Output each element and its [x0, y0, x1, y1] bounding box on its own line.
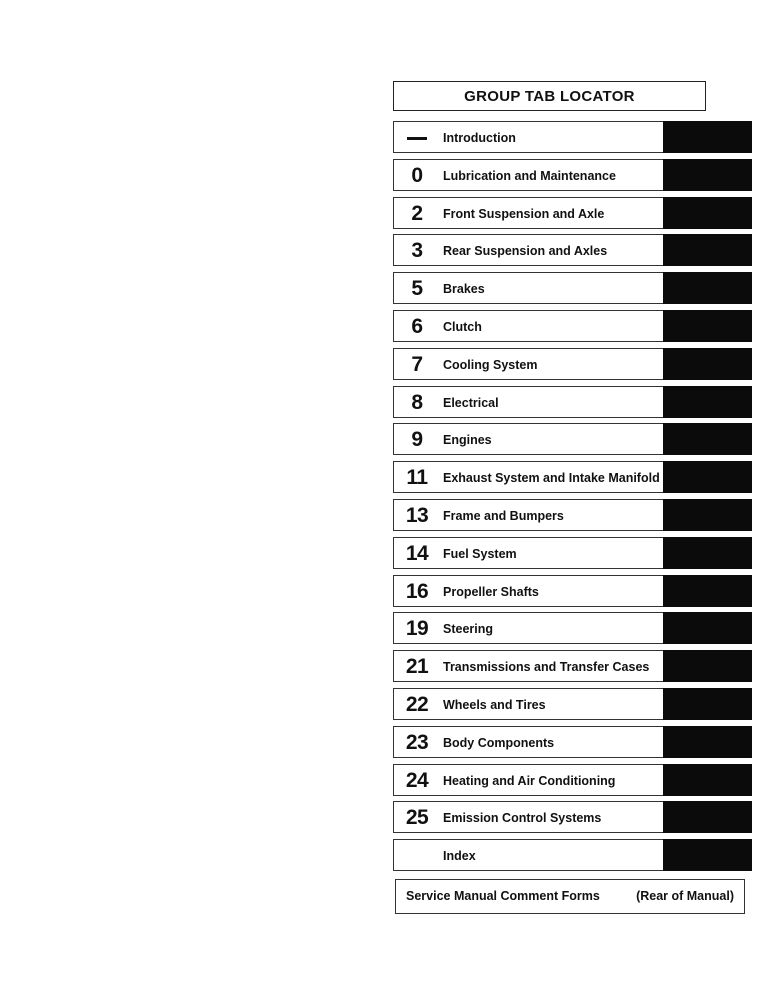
tab-marker: [663, 650, 752, 682]
tab-box: [393, 234, 663, 266]
comment-forms-label: Service Manual Comment Forms: [406, 889, 600, 903]
tab-number: 5: [411, 277, 423, 301]
tab-box: [393, 499, 663, 531]
tab-number: 16: [405, 579, 429, 603]
comment-forms-location: (Rear of Manual): [636, 889, 734, 903]
tab-box: [393, 159, 663, 191]
tab-marker: [663, 234, 752, 266]
tab-label: Fuel System: [443, 546, 517, 561]
tab-number: 25: [405, 806, 429, 830]
tab-row-brakes[interactable]: [393, 272, 752, 304]
comment-forms-box[interactable]: [395, 879, 745, 914]
tab-row-transmissions[interactable]: [393, 650, 752, 682]
tab-number: 19: [405, 617, 429, 641]
tab-row-introduction[interactable]: [393, 121, 752, 153]
tab-number: 0: [411, 163, 423, 187]
tab-label: Frame and Bumpers: [443, 508, 564, 523]
tab-row-rear-suspension[interactable]: [393, 234, 752, 266]
tab-label: Brakes: [443, 282, 485, 297]
tab-label: Exhaust System and Intake Manifold: [443, 471, 660, 486]
tab-box: [393, 386, 663, 418]
tab-label: Index: [443, 849, 476, 864]
tab-label: Lubrication and Maintenance: [443, 168, 616, 183]
tab-row-electrical[interactable]: [393, 386, 752, 418]
tab-number: 11: [406, 466, 428, 490]
tab-box: [393, 272, 663, 304]
tab-box: [393, 575, 663, 607]
tab-row-fuel[interactable]: [393, 537, 752, 569]
tab-label: Transmissions and Transfer Cases: [443, 660, 650, 675]
tab-label: Body Components: [443, 735, 555, 750]
tab-label: Emission Control Systems: [443, 811, 602, 826]
tab-row-cooling[interactable]: [393, 348, 752, 380]
tab-label: Steering: [443, 622, 494, 637]
tab-box: [393, 121, 663, 153]
tab-box: [393, 612, 663, 644]
tab-marker: [663, 272, 752, 304]
tab-row-exhaust[interactable]: [393, 461, 752, 493]
tab-marker: [663, 612, 752, 644]
tab-label: Heating and Air Conditioning: [443, 773, 616, 788]
tab-row-heating[interactable]: [393, 764, 752, 796]
tab-number: 9: [411, 428, 423, 452]
tab-number: 8: [411, 390, 423, 414]
tab-number: 14: [405, 541, 429, 565]
tab-marker: [663, 839, 752, 871]
tab-label: Wheels and Tires: [443, 697, 546, 712]
page-title: GROUP TAB LOCATOR: [393, 81, 706, 111]
tab-number: 3: [411, 239, 423, 263]
tab-marker: [663, 310, 752, 342]
tab-row-engines[interactable]: [393, 423, 752, 455]
tab-marker: [663, 423, 752, 455]
tab-box: [393, 348, 663, 380]
tab-list: [393, 121, 752, 877]
tab-marker: [663, 159, 752, 191]
tab-box: [393, 764, 663, 796]
tab-row-front-suspension[interactable]: [393, 197, 752, 229]
tab-label: Propeller Shafts: [443, 584, 539, 599]
tab-marker: [663, 461, 752, 493]
tab-label: Electrical: [443, 395, 499, 410]
tab-row-index[interactable]: [393, 839, 752, 871]
tab-marker: [663, 197, 752, 229]
tab-number: 23: [405, 730, 429, 754]
tab-label: Clutch: [443, 319, 482, 334]
tab-label: Introduction: [443, 131, 516, 145]
tab-number: 2: [411, 201, 423, 225]
tab-number: 13: [405, 503, 429, 527]
tab-row-lubrication[interactable]: [393, 159, 752, 191]
tab-marker: [663, 575, 752, 607]
tab-box: [393, 650, 663, 682]
tab-row-body[interactable]: [393, 726, 752, 758]
tab-box: [393, 688, 663, 720]
tab-number: 7: [411, 352, 423, 376]
dash-icon: [407, 137, 427, 140]
tab-number: 24: [405, 768, 429, 792]
tab-number: 6: [411, 314, 423, 338]
tab-number: 21: [405, 655, 429, 679]
tab-box: [393, 801, 663, 833]
tab-row-emission[interactable]: [393, 801, 752, 833]
tab-marker: [663, 537, 752, 569]
tab-marker: [663, 801, 752, 833]
tab-marker: [663, 348, 752, 380]
tab-marker: [663, 764, 752, 796]
tab-label: Engines: [443, 433, 492, 448]
tab-row-steering[interactable]: [393, 612, 752, 644]
tab-label: Front Suspension and Axle: [443, 206, 605, 221]
tab-marker: [663, 688, 752, 720]
tab-number: [394, 840, 440, 872]
tab-marker: [663, 726, 752, 758]
tab-marker: [663, 386, 752, 418]
tab-label: Rear Suspension and Axles: [443, 244, 608, 259]
tab-row-frame[interactable]: [393, 499, 752, 531]
tab-label: Cooling System: [443, 357, 538, 372]
tab-row-propeller[interactable]: [393, 575, 752, 607]
tab-box: [393, 537, 663, 569]
tab-row-wheels[interactable]: [393, 688, 752, 720]
tab-row-clutch[interactable]: [393, 310, 752, 342]
tab-number: [394, 122, 440, 154]
tab-box: [393, 461, 663, 493]
tab-marker: [663, 499, 752, 531]
tab-box: [393, 423, 663, 455]
tab-box: [393, 310, 663, 342]
tab-number: 22: [405, 692, 429, 716]
tab-box: [393, 197, 663, 229]
tab-marker: [663, 121, 752, 153]
tab-box: [393, 839, 663, 871]
tab-box: [393, 726, 663, 758]
